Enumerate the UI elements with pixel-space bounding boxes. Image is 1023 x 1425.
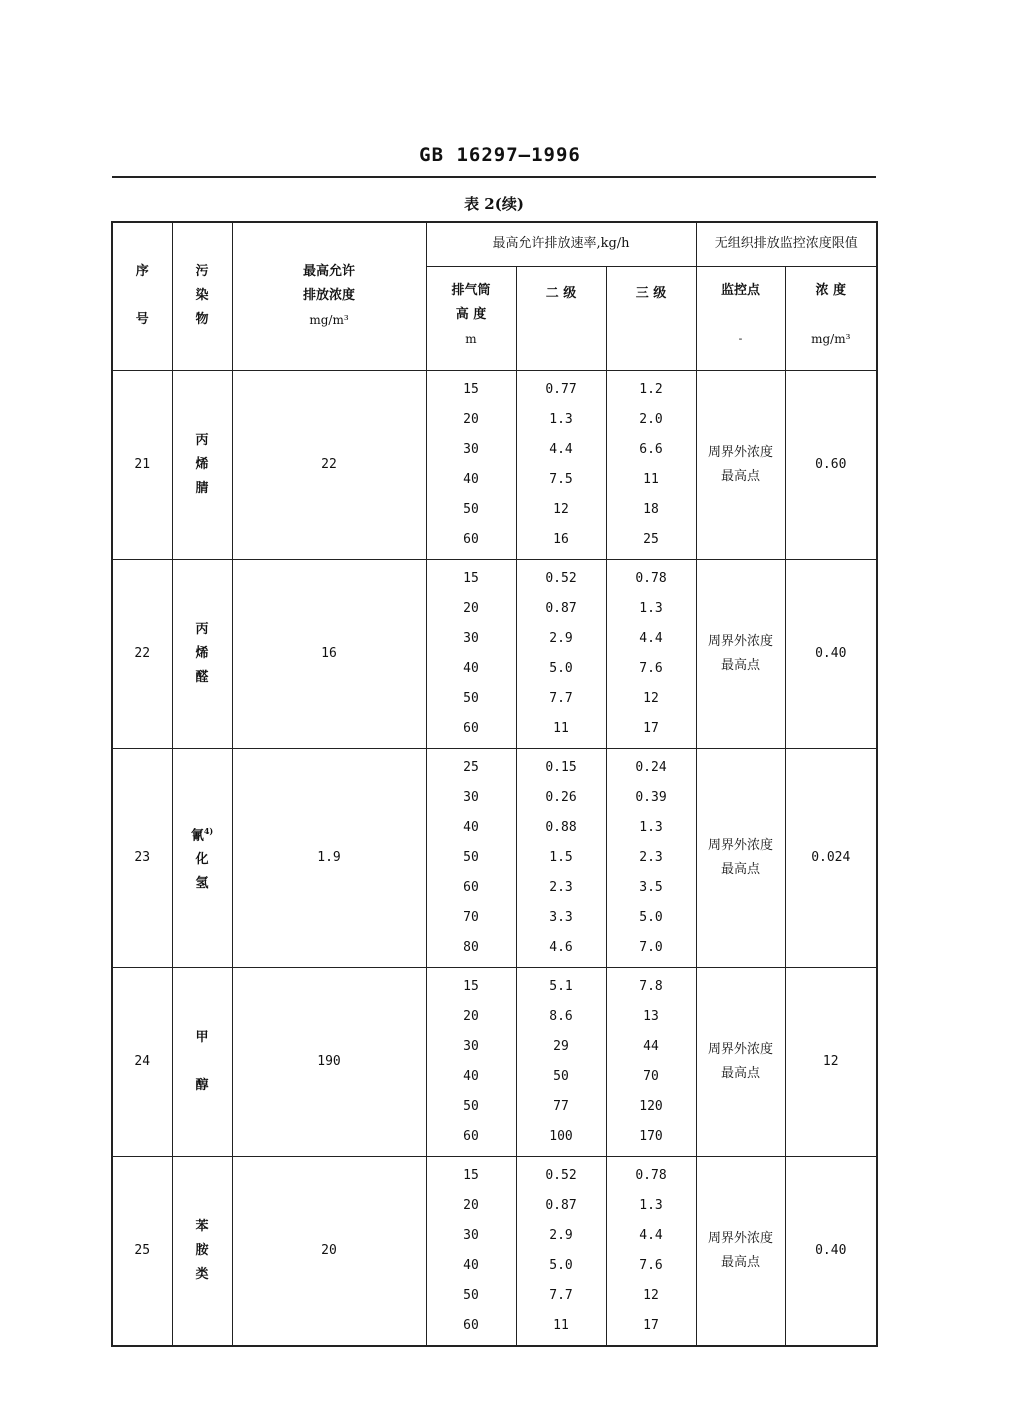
row-concentration: 0.024: [785, 748, 877, 967]
row-level-3-rates: 0.24 0.39 1.3 2.3 3.5 5.0 7.0: [606, 748, 696, 967]
row-level-2-rates: 0.52 0.87 2.9 5.0 7.7 11: [516, 559, 606, 748]
header-concentration: 浓 度 mg/m³: [785, 266, 877, 370]
row-max-concentration: 190: [232, 967, 426, 1156]
row-level-2-rates: 0.52 0.87 2.9 5.0 7.7 11: [516, 1156, 606, 1346]
header-level-3: 三 级: [606, 266, 696, 370]
standard-number: GB 16297—1996: [419, 144, 581, 166]
row-concentration: 12: [785, 967, 877, 1156]
row-stack-heights: 15 20 30 40 50 60: [426, 559, 516, 748]
row-concentration: 0.60: [785, 370, 877, 559]
row-level-2-rates: 0.77 1.3 4.4 7.5 12 16: [516, 370, 606, 559]
row-max-concentration: 16: [232, 559, 426, 748]
row-seq: 23: [112, 748, 172, 967]
row-seq: 22: [112, 559, 172, 748]
row-concentration: 0.40: [785, 1156, 877, 1346]
row-pollutant: 苯 胺 类: [172, 1156, 232, 1346]
row-level-3-rates: 7.8 13 44 70 120 170: [606, 967, 696, 1156]
header-unorganized-limit: 无组织排放监控浓度限值: [696, 222, 877, 266]
row-level-3-rates: 1.2 2.0 6.6 11 18 25: [606, 370, 696, 559]
row-seq: 24: [112, 967, 172, 1156]
row-level-3-rates: 0.78 1.3 4.4 7.6 12 17: [606, 559, 696, 748]
header-max-concentration: 最高允许 排放浓度 mg/m³: [232, 222, 426, 370]
row-concentration: 0.40: [785, 559, 877, 748]
row-pollutant: 甲 醇: [172, 967, 232, 1156]
row-level-2-rates: 5.1 8.6 29 50 77 100: [516, 967, 606, 1156]
row-stack-heights: 25 30 40 50 60 70 80: [426, 748, 516, 967]
header-max-rate: 最高允许排放速率,kg/h: [426, 222, 696, 266]
row-monitor-point: 周界外浓度 最高点: [696, 748, 785, 967]
header-seq: 序 号: [112, 222, 172, 370]
row-level-3-rates: 0.78 1.3 4.4 7.6 12 17: [606, 1156, 696, 1346]
row-pollutant: 氰$^{4)}$ 化 氢: [172, 748, 232, 967]
header-rule: [112, 176, 876, 178]
row-pollutant: 丙 烯 醛: [172, 559, 232, 748]
row-pollutant: 丙 烯 腈: [172, 370, 232, 559]
row-stack-heights: 15 20 30 40 50 60: [426, 967, 516, 1156]
header-pollutant: 污 染 物: [172, 222, 232, 370]
header-monitor-point: 监控点 -: [696, 266, 785, 370]
row-monitor-point: 周界外浓度 最高点: [696, 1156, 785, 1346]
footnote-marker: 4): [203, 825, 214, 836]
table-caption: 表 2(续): [464, 195, 524, 213]
row-max-concentration: 22: [232, 370, 426, 559]
row-stack-heights: 15 20 30 40 50 60: [426, 1156, 516, 1346]
row-seq: 21: [112, 370, 172, 559]
row-monitor-point: 周界外浓度 最高点: [696, 559, 785, 748]
row-level-2-rates: 0.15 0.26 0.88 1.5 2.3 3.3 4.6: [516, 748, 606, 967]
emission-limits-table: [111, 221, 878, 1347]
row-monitor-point: 周界外浓度 最高点: [696, 967, 785, 1156]
row-stack-heights: 15 20 30 40 50 60: [426, 370, 516, 559]
row-monitor-point: 周界外浓度 最高点: [696, 370, 785, 559]
row-max-concentration: 1.9: [232, 748, 426, 967]
header-stack-height: 排气筒 高 度 m: [426, 266, 516, 370]
header-level-2: 二 级: [516, 266, 606, 370]
row-max-concentration: 20: [232, 1156, 426, 1346]
row-seq: 25: [112, 1156, 172, 1346]
